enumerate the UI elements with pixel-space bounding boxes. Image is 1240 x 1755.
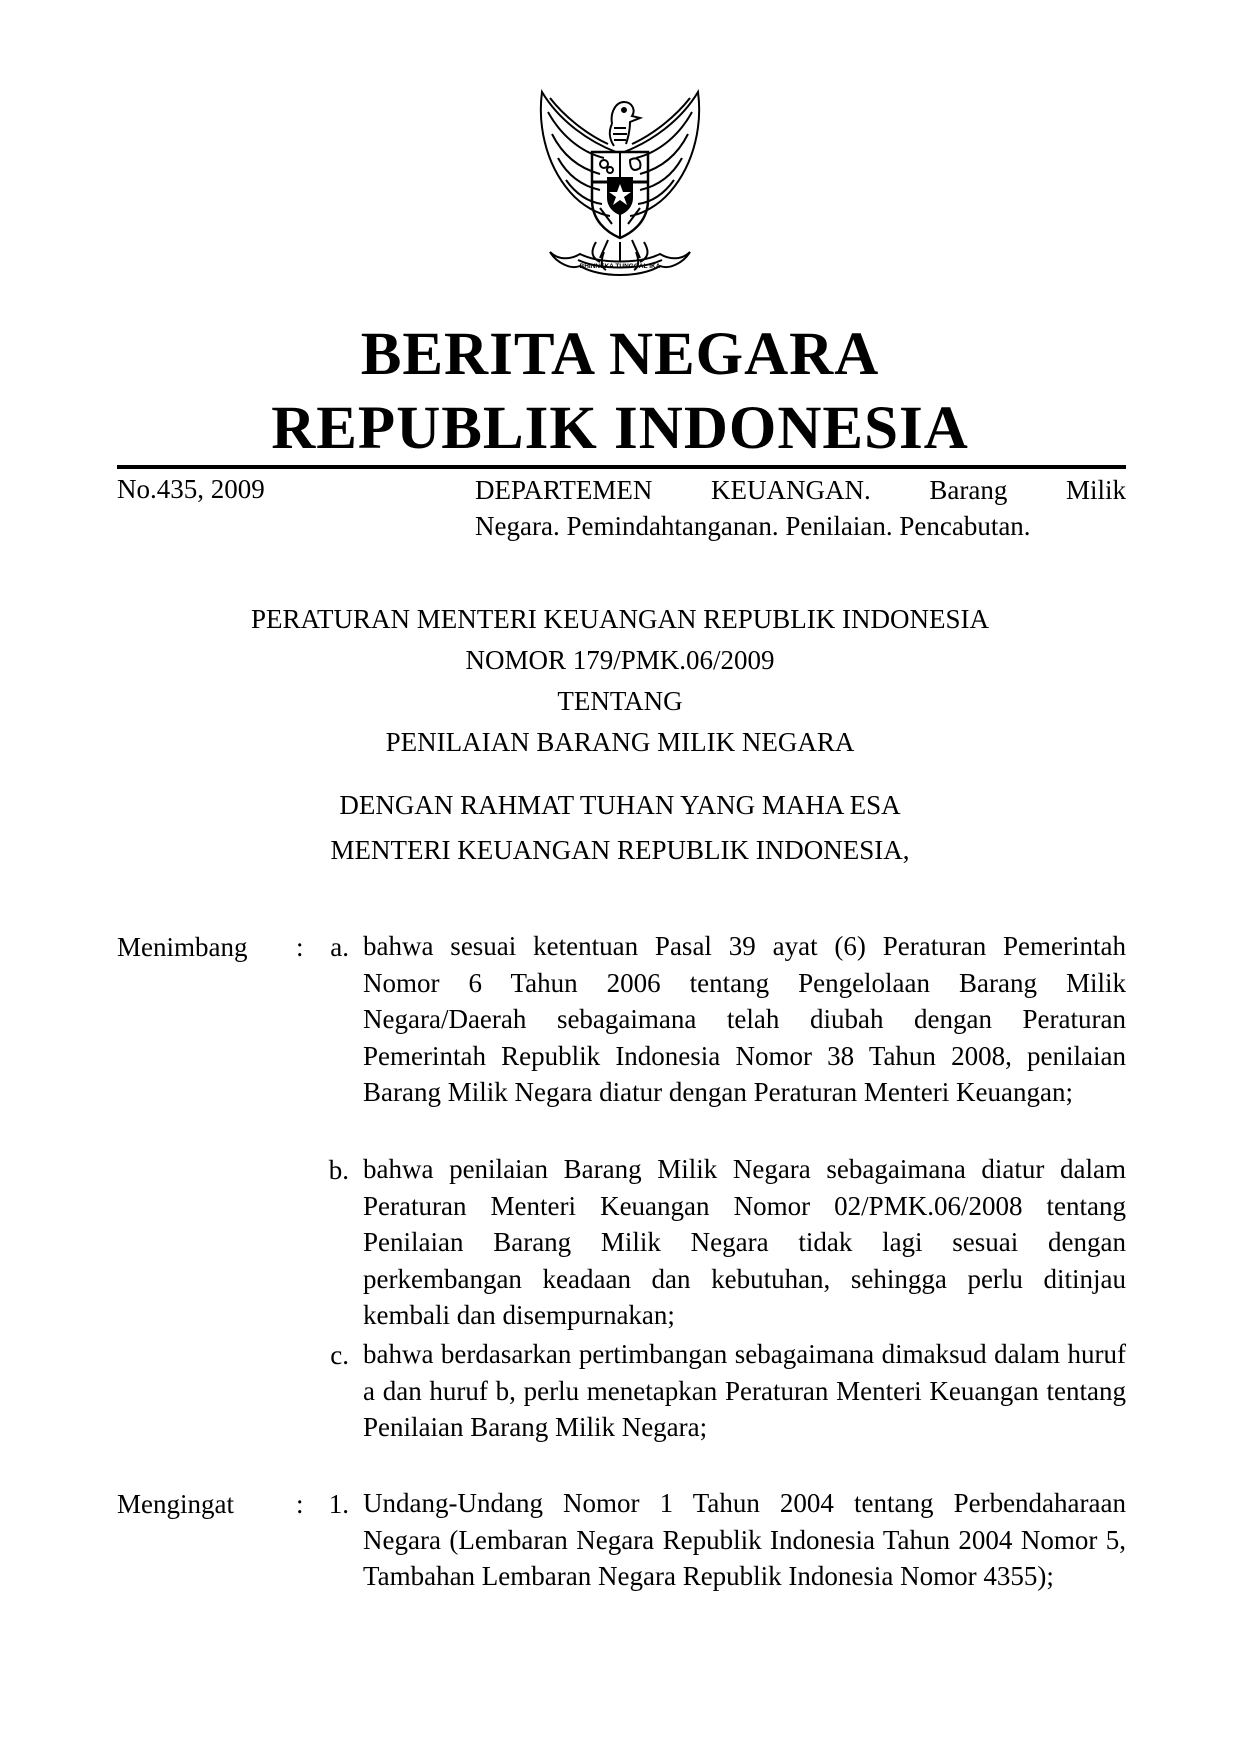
considering-item-a: bahwa sesuai ketentuan Pasal 39 ayat (6) Peraturan Pemerintah Nomor 6 Tahun 2006 tentang Pengelolaan Barang Milik Negara/Daerah sebagaimana telah diubah dengan Peraturan Pemerintah Republik Indonesia Nomor 38 Tahun 2008, penilaian Barang Milik Negara diatur dengan Peraturan Menteri Keuangan; <box>363 931 1126 1107</box>
opening-minister: MENTERI KEUANGAN REPUBLIK INDONESIA, <box>330 835 910 865</box>
considering-item-c: bahwa berdasarkan pertimbangan sebagaimana dimaksud dalam huruf a dan huruf b, perlu menetapkan Peraturan Menteri Keuangan tentang Penilaian Barang Milik Negara; <box>363 1339 1126 1442</box>
masthead-title: BERITA NEGARA <box>360 321 880 388</box>
garuda-emblem-icon <box>520 82 720 297</box>
considering-item-mark: c. <box>330 1340 349 1370</box>
masthead-divider <box>117 465 1126 469</box>
recalling-colon: : <box>296 1489 304 1519</box>
regulation-number: NOMOR 179/PMK.06/2009 <box>465 645 775 675</box>
recalling-label: Mengingat <box>117 1489 234 1519</box>
gazette-subject-line1: DEPARTEMEN KEUANGAN. Barang Milik <box>475 475 1126 505</box>
considering-label: Menimbang <box>117 932 248 962</box>
considering-item-mark: a. <box>330 932 349 962</box>
considering-item-mark: b. <box>328 1155 349 1185</box>
gazette-number: No.435, 2009 <box>117 474 265 504</box>
considering-item-b: bahwa penilaian Barang Milik Negara sebagaimana diatur dalam Peraturan Menteri Keuangan Nomor 02/PMK.06/2008 tentang Penilaian Barang Milik Negara tidak lagi sesuai dengan perkembangan keadaan dan kebutuhan, sehingga perlu ditinjau kembali dan disempurnakan; <box>363 1154 1126 1330</box>
regulation-subject: PENILAIAN BARANG MILIK NEGARA <box>385 727 855 757</box>
regulation-title: PERATURAN MENTERI KEUANGAN REPUBLIK INDONESIA <box>251 604 989 634</box>
regulation-tentang: TENTANG <box>557 686 683 716</box>
svg-text:BHINNEKA TUNGGAL IKA: BHINNEKA TUNGGAL IKA <box>579 263 661 270</box>
masthead-subtitle: REPUBLIK INDONESIA <box>271 395 969 462</box>
gazette-subject-line2: Negara. Pemindahtanganan. Penilaian. Pencabutan. <box>475 511 1031 541</box>
recalling-item-mark: 1. <box>328 1489 349 1519</box>
recalling-item-1: Undang-Undang Nomor 1 Tahun 2004 tentang Perbendaharaan Negara (Lembaran Negara Republik Indonesia Tahun 2004 Nomor 5, Tambahan Lembaran Negara Republik Indonesia Nomor 4355); <box>363 1488 1126 1591</box>
gazette-subject <box>475 472 1126 544</box>
opening-invocation: DENGAN RAHMAT TUHAN YANG MAHA ESA <box>339 790 901 820</box>
considering-colon: : <box>296 932 304 962</box>
